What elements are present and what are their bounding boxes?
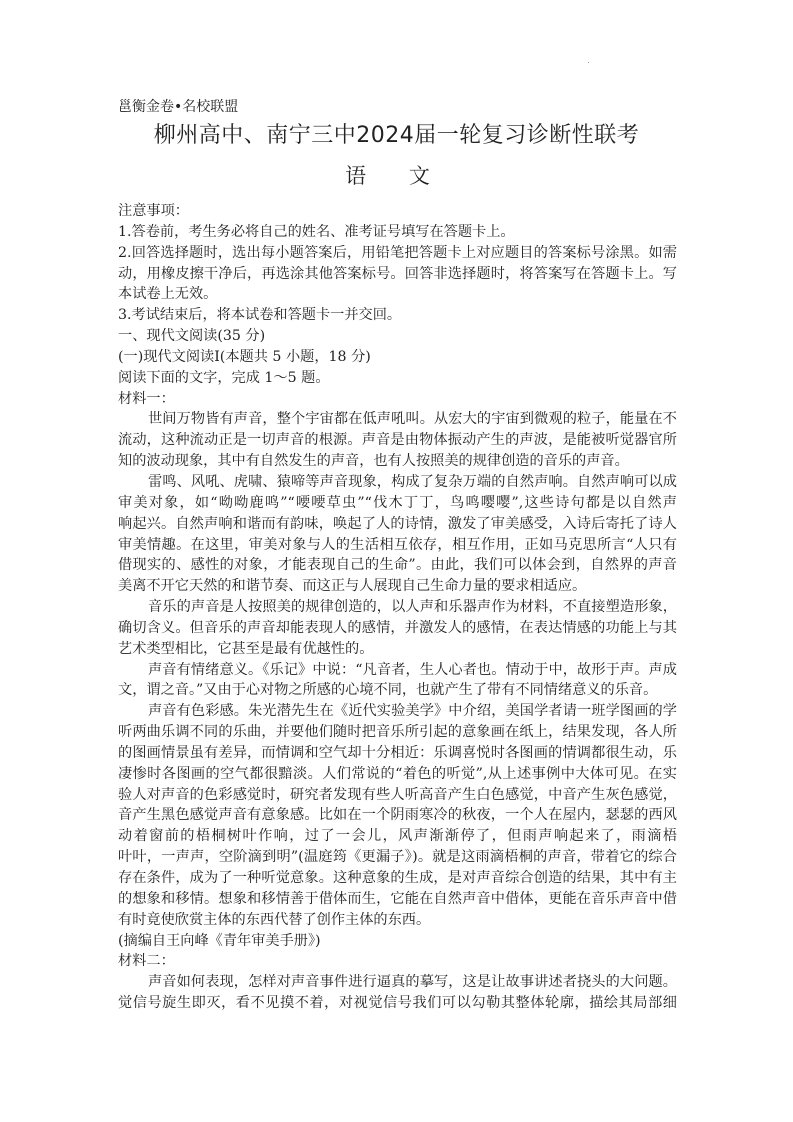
paragraph-line: 声音如何表现，怎样对声音事件进行逼真的摹写，这是让故事讲述者挠头的大问题。 bbox=[148, 974, 677, 991]
paragraph-line: 美离不开它天然的和谐节奏、而这正与人展现自己生命力量的要求相适应。 bbox=[118, 578, 587, 595]
paragraph-line: 的想象和移情。想象和移情善于借体而生，它能在自然声音中借体，更能在音乐声音中借 bbox=[118, 890, 677, 907]
document-body bbox=[118, 201, 677, 1014]
paragraph-line: 音乐的声音是人按照美的规律创造的，以人声和乐器声作为材料，不直接塑造形象， bbox=[148, 599, 677, 616]
paragraph-line: 知的波动现象，其中有自然发生的声音，也有人按照美的规律创造的音乐的声音。 bbox=[118, 453, 629, 470]
paragraph-line: 叶叶，一声声，空阶滴到明”(温庭筠《更漏子》)。就是这雨滴梧桐的声音，带着它的综合 bbox=[118, 849, 677, 866]
material-2-label: 材料二： bbox=[118, 953, 175, 970]
paragraph-line: 世间万物皆有声音，整个宇宙都在低声吼叫。从宏大的宇宙到微观的粒子，能量在不 bbox=[148, 411, 677, 428]
paragraph-line: 雷鸣、风吼、虎啸、猿啼等声音现象，构成了复杂万端的自然声响。自然声响可以成 bbox=[148, 473, 677, 490]
paragraph-line: 文，谓之音。”又由于心对物之所感的心境不同，也就产生了带有不同情绪意义的乐音。 bbox=[118, 682, 658, 699]
material-1-label: 材料一： bbox=[118, 390, 175, 407]
exam-title: 柳州高中、南宁三中2024届一轮复习诊断性联考 bbox=[153, 123, 640, 148]
subject-title: 语 文 bbox=[345, 164, 448, 188]
notice-line: 3.考试结束后，将本试卷和答题卡一并交回。 bbox=[118, 307, 402, 324]
notice-line: 本试卷上无效。 bbox=[118, 286, 218, 303]
paragraph-line: 验人对声音的色彩感觉时，研究者发现有些人听高音产生白色感觉，中音产生灰色感觉， bbox=[118, 786, 677, 803]
notice-line: 2.回答选择题时，选出每小题答案后，用铅笔把答题卡上对应题目的答案标号涂黑。如需 bbox=[118, 244, 677, 261]
paragraph-line: 声音有色彩感。朱光潜先生在《近代实验美学》中介绍，美国学者请一班学图画的学 bbox=[148, 703, 677, 720]
paragraph-line: 音产生黑色感觉声音有意象感。比如在一个阴雨寒冷的秋夜，一个人在屋内，瑟瑟的西风 bbox=[118, 807, 677, 824]
instruction: 阅读下面的文字，完成 1～5 题。 bbox=[118, 369, 330, 386]
paragraph-line: 觉信号旋生即灭，看不见摸不着，对视觉信号我们可以勾勒其整体轮廓，描绘其局部细 bbox=[118, 995, 677, 1012]
paragraph-line: 响起兴。自然声响和谐而有韵味，唤起了人的诗情，激发了审美感受，入诗后寄托了诗人 bbox=[118, 515, 677, 532]
scan-dot bbox=[588, 62, 589, 63]
paragraph-line: 动着窗前的梧桐树叶作响，过了一会儿，风声渐渐停了，但雨声响起来了，雨滴梧 bbox=[118, 828, 677, 845]
paragraph-line: 听两曲乐调不同的乐曲，并要他们随时把音乐所引起的意象画在纸上，结果发现，各人所 bbox=[118, 724, 677, 741]
paragraph-line: 审美情趣。在这里，审美对象与人的生活相互依存，相互作用，正如马克思所言“人只有 bbox=[118, 536, 677, 553]
section-heading: 一、现代文阅读(35 分) bbox=[118, 328, 266, 345]
paragraph-line: 的图画情景虽有差异，而情调和空气却十分相近：乐调喜悦时各图画的情调都很生动，乐 bbox=[118, 744, 677, 761]
paragraph-line: 声音有情绪意义。《乐记》中说：“凡音者，生人心者也。情动于中，故形于声。声成 bbox=[148, 661, 677, 678]
notice-line: 动，用橡皮擦干净后，再选涂其他答案标号。回答非选择题时，将答案写在答题卡上。写 bbox=[118, 265, 677, 282]
paragraph-line: 确切含义。但音乐的声音却能表现人的感情，并激发人的感情，在表达情感的功能上与其 bbox=[118, 619, 677, 636]
notice-heading: 注意事项： bbox=[118, 203, 189, 219]
paragraph-line: 审美对象，如“呦呦鹿鸣”“喓喓草虫”“伐木丁丁，鸟鸣嘤嘤”,这些诗句都是以自然声 bbox=[118, 494, 677, 511]
paragraph-line: 借现实的、感性的对象，才能表现自己的生命”。由此，我们可以体会到，自然界的声音 bbox=[118, 557, 677, 574]
paragraph-line: 流动，这种流动正是一切声音的根源。声音是由物体振动产生的声波，是能被听觉器官所 bbox=[118, 432, 677, 449]
paragraph-line: 存在条件，成为了一种听觉意象。这种意象的生成，是对声音综合创造的结果，其中有主 bbox=[118, 870, 677, 886]
material-1-source: (摘编自王向峰《青年审美手册》) bbox=[118, 932, 321, 949]
exam-series-header: 邕衡金卷•名校联盟 bbox=[118, 99, 239, 115]
subsection-heading: (一)现代文阅读Ⅰ(本题共 5 小题，18 分) bbox=[118, 348, 371, 365]
paragraph-line: 艺术类型相比，它甚至是最有优越性的。 bbox=[118, 640, 374, 657]
paragraph-line: 有时竟使欣赏主体的东西代替了创作主体的东西。 bbox=[118, 911, 431, 928]
notice-line: 1.答卷前，考生务必将自己的姓名、准考证号填写在答题卡上。 bbox=[118, 223, 515, 240]
paragraph-line: 凄惨时各图画的空气都很黯淡。人们常说的“着色的听觉”,从上述事例中大体可见。在实 bbox=[118, 765, 677, 782]
